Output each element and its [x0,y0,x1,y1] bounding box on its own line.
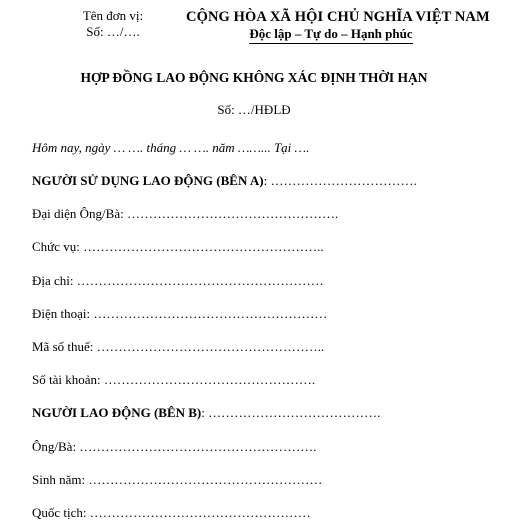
motto: Độc lập – Tự do – Hạnh phúc [249,26,412,44]
number-label: Số: …/…. [86,24,140,39]
employee-heading-dots: : …………………………………. [201,405,381,420]
employee-heading: NGƯỜI LAO ĐỘNG (BÊN B) [32,405,202,420]
document-number: Số: …/HĐLĐ [217,102,291,117]
document-title: HỢP ĐỒNG LAO ĐỘNG KHÔNG XÁC ĐỊNH THỜI HẠN [80,70,428,85]
issuer-block [68,8,158,40]
date-line: Hôm nay, ngày … …. tháng … …. năm ……... Tại …. [32,140,310,155]
employee-heading-line [32,405,380,421]
phone-line: Điện thoại: ……………………………………………… [32,306,328,321]
nationality-line: Quốc tịch: …………………………………………… [32,505,311,520]
address-line: Địa chỉ: ………………………………………………… [32,273,324,288]
tax-code-line: Mã số thuế: …………………………………………….. [32,339,325,354]
nation-title: CỘNG HÒA XÃ HỘI CHỦ NGHĨA VIỆT NAM [186,9,490,25]
account-line: Số tài khoản: …………………………………………. [32,372,316,387]
employer-heading-dots: : ……………………………. [263,173,417,188]
birth-year-line: Sinh năm: ……………………………………………… [32,472,323,487]
employer-heading: NGƯỜI SỬ DỤNG LAO ĐỘNG (BÊN A) [32,173,264,188]
position-line: Chức vụ: ……………………………………………….. [32,239,324,254]
unit-label: Tên đơn vị: [82,8,144,23]
employer-heading-line [32,173,417,189]
representative-line: Đại diện Ông/Bà: …………………………………………. [32,206,339,221]
employee-name-line: Ông/Bà: ………………………………………………. [32,439,317,454]
national-header [186,8,490,44]
